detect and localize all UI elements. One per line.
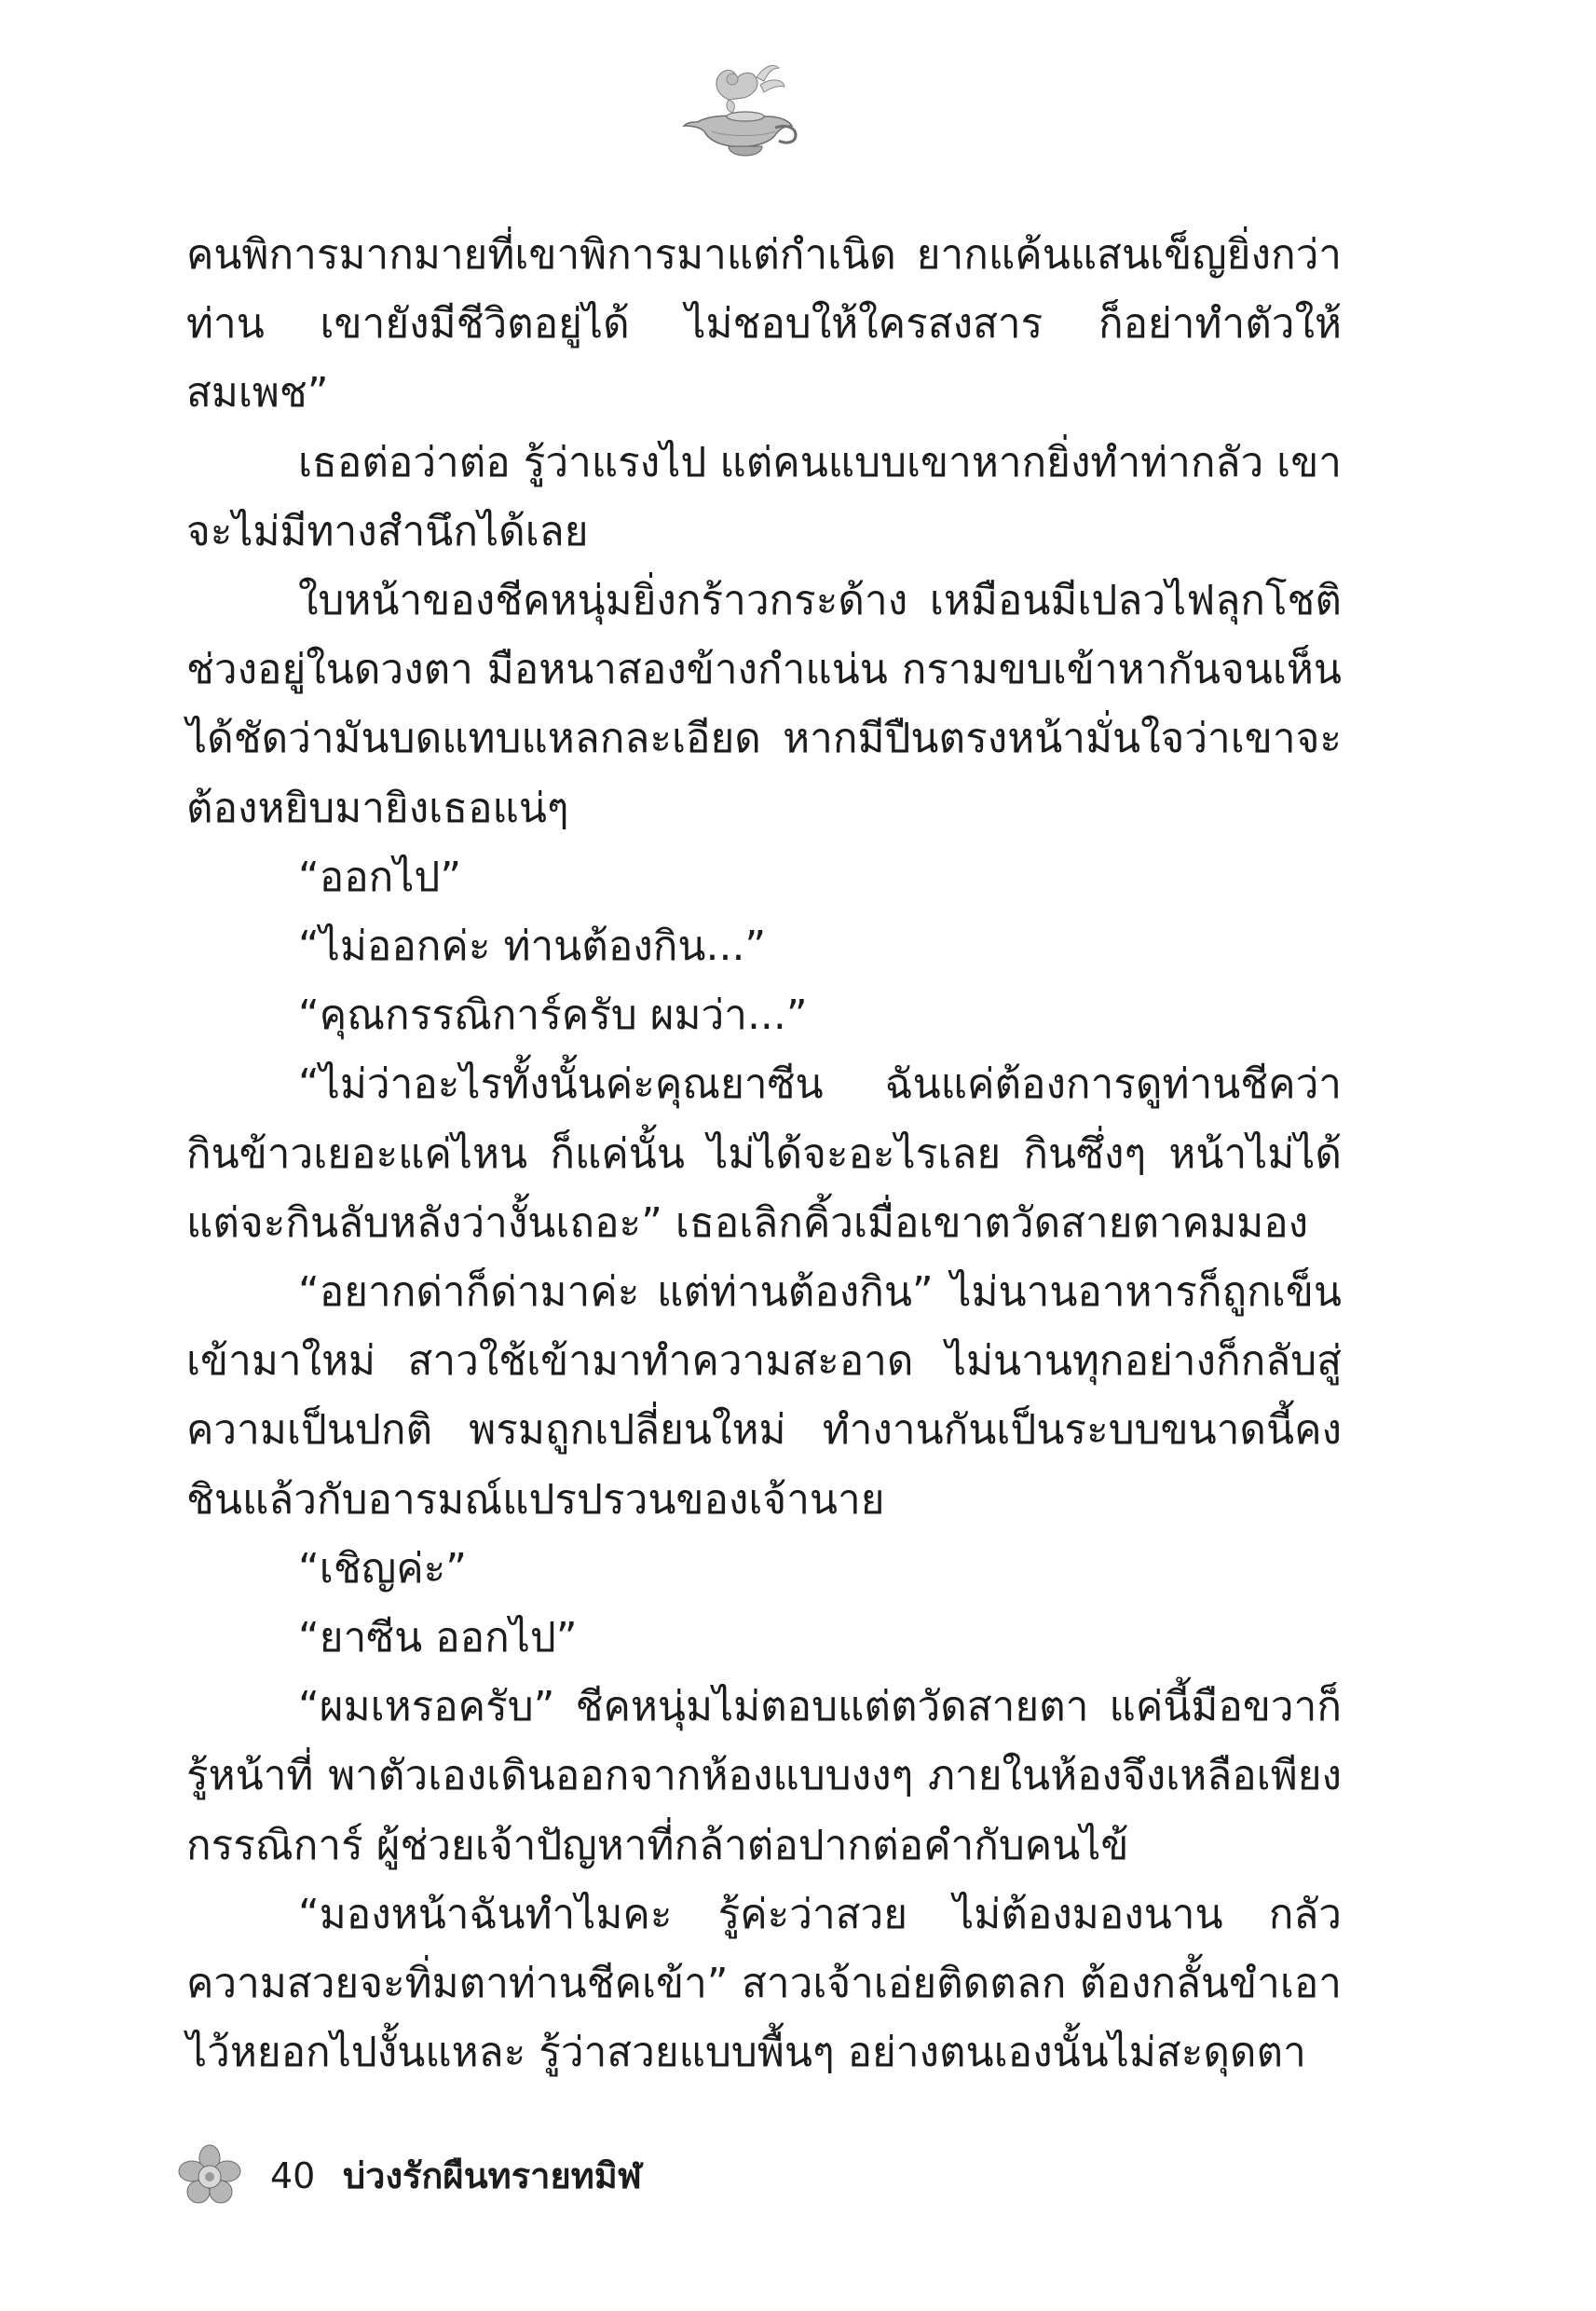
dialogue-line: “ไม่ออกค่ะ ท่านต้องกิน...”	[298, 923, 767, 971]
paragraph: “มองหน้าฉันทำไมคะ รู้ค่ะว่าสวย ไม่ต้องมองนาน กลัวความสวยจะทิ่มตาท่านชีคเข้า” สาวเจ้าเอ่ยติดตลก ต้องกลั้นขำเอาไว้หยอกไปงั้นแหละ รู้ว่าสวยแบบพื้นๆ อย่างตนเองนั้นไม่สะดุดตา	[186, 1890, 1342, 2077]
body-text	[186, 221, 1342, 2087]
dialogue-line: “คุณกรรณิการ์ครับ ผมว่า...”	[298, 991, 808, 1040]
dialogue-line: “ออกไป”	[298, 853, 462, 901]
paragraph: “อยากด่าก็ด่ามาค่ะ แต่ท่านต้องกิน” ไม่นานอาหารก็ถูกเข็นเข้ามาใหม่ สาวใช้เข้ามาทำความสะอาด ไม่นานทุกอย่างก็กลับสู่ความเป็นปกติ พรมถูกเปลี่ยนใหม่ ทำงานกันเป็นระบบขนาดนี้คงชินแล้วกับอารมณ์แปรปรวนของเจ้านาย	[186, 1268, 1342, 1524]
book-title: บ่วงรักผืนทรายทมิฬ	[343, 2155, 642, 2196]
paragraph: ใบหน้าของชีคหนุ่มยิ่งกร้าวกระด้าง เหมือนมีเปลวไฟลุกโชติช่วงอยู่ในดวงตา มือหนาสองข้างกำแน่น กรามขบเข้าหากันจนเห็นได้ชัดว่ามันบดแทบแหลกละเอียด หากมีปืนตรงหน้ามั่นใจว่าเขาจะต้องหยิบมายิงเธอแน่ๆ	[186, 577, 1342, 832]
page-number: 40	[270, 2155, 316, 2196]
genie-lamp-icon	[671, 51, 811, 163]
page-footer	[177, 2143, 1016, 2218]
paragraph: “ไม่ว่าอะไรทั้งนั้นค่ะคุณยาซีน ฉันแค่ต้องการดูท่านชีคว่ากินข้าวเยอะแค่ไหน ก็แค่นั้น ไม่ได้จะอะไรเลย กินซึ่งๆ หน้าไม่ได้แต่จะกินลับหลังว่างั้นเถอะ” เธอเลิกคิ้วเมื่อเขาตวัดสายตาคมมอง	[186, 1060, 1342, 1247]
paragraph: เธอต่อว่าต่อ รู้ว่าแรงไป แต่คนแบบเขาหากยิ่งทำท่ากลัว เขาจะไม่มีทางสำนึกได้เลย	[186, 438, 1342, 555]
paragraph: คนพิการมากมายที่เขาพิการมาแต่กำเนิด ยากแค้นแสนเข็ญยิ่งกว่าท่าน เขายังมีชีวิตอยู่ได้ ไม่ชอบให้ใครสงสาร ก็อย่าทำตัวให้สมเพช”	[186, 231, 1342, 417]
paragraph: “ผมเหรอครับ” ชีคหนุ่มไม่ตอบแต่ตวัดสายตา แค่นี้มือขวาก็รู้หน้าที่ พาตัวเองเดินออกจากห้องแบบงงๆ ภายในห้องจึงเหลือเพียงกรรณิการ์ ผู้ช่วยเจ้าปัญหาที่กล้าต่อปากต่อคำกับคนไข้	[186, 1683, 1342, 1869]
dialogue-line: “เชิญค่ะ”	[298, 1544, 468, 1593]
dialogue-line: “ยาซีน ออกไป”	[298, 1614, 578, 1662]
flower-icon	[177, 2143, 242, 2208]
